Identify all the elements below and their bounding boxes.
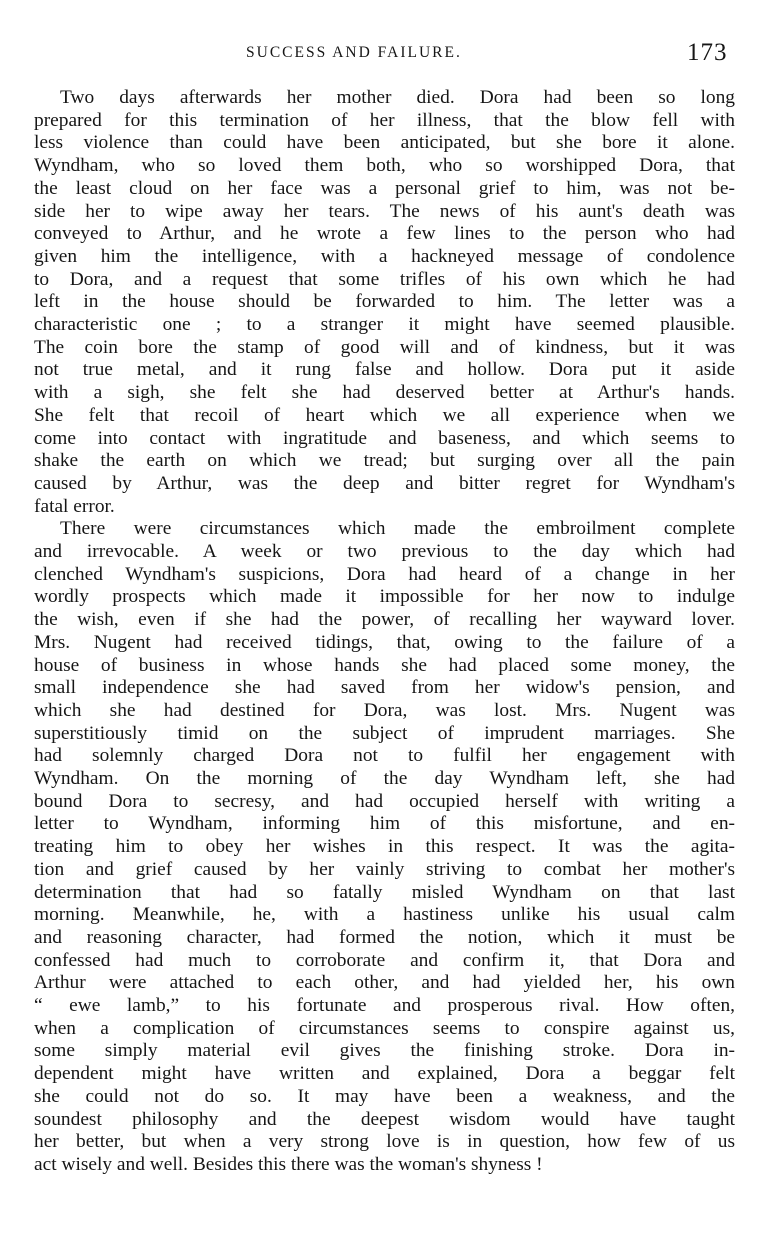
text-line: when a complication of circumstances seems to conspire against us, [34,1017,735,1039]
text-line: given him the intelligence, with a hackneyed message of condolence [34,245,735,267]
text-line: clenched Wyndham's suspicions, Dora had heard of a change in her [34,563,735,585]
running-head [0,39,784,74]
text-line: conveyed to Arthur, and he wrote a few lines to the person who had [34,223,735,245]
text-line: She felt that recoil of heart which we all experience when we [34,404,735,426]
text-line: side her to wipe away her tears. The news of his aunt's death was [34,200,735,222]
text-line: come into contact with ingratitude and baseness, and which seems to [34,427,735,449]
text-line: less violence than could have been anticipated, but she bore it alone. [34,132,735,154]
text-line: and reasoning character, had formed the notion, which it must be [34,926,735,948]
text-line: Wyndham. On the morning of the day Wyndham left, she had [34,768,735,789]
text-line: act wisely and well. Besides this there was the woman's shyness ! [34,1153,543,1175]
text-line: to Dora, and a request that some trifles of his own which he had [34,268,735,290]
text-line: Arthur were attached to each other, and had yielded her, his own [34,972,735,994]
text-line: dependent might have written and explained, Dora a beggar felt [34,1063,735,1085]
text-line: letter to Wyndham, informing him of this misfortune, and en- [34,813,735,835]
text-line: not true metal, and it rung false and hollow. Dora put it aside [34,359,735,381]
text-line: and irrevocable. A week or two previous to the day which had [34,541,735,562]
text-line: shake the earth on which we tread; but surging over all the pain [34,450,735,472]
text-line: treating him to obey her wishes in this respect. It was the agita- [34,836,735,858]
text-line: confessed had much to corroborate and confirm it, that Dora and [34,949,735,971]
text-line: Two days afterwards her mother died. Dora had been so long [60,87,735,108]
text-line: superstitiously timid on the subject of imprudent marriages. She [34,722,735,744]
text-line: left in the house should be forwarded to him. The letter was a [34,291,735,313]
text-line: some simply material evil gives the finishing stroke. Dora in- [34,1040,735,1062]
text-line: There were circumstances which made the embroilment complete [60,518,735,540]
text-line: caused by Arthur, was the deep and bitter regret for Wyndham's [34,472,735,494]
text-line: characteristic one ; to a stranger it might have seemed plausible. [34,314,735,335]
text-line: her better, but when a very strong love is in question, how few of us [34,1131,735,1153]
text-line: morning. Meanwhile, he, with a hastiness unlike his usual calm [34,904,735,926]
text-line: Mrs. Nugent had received tidings, that, owing to the failure of a [34,631,735,653]
text-line: soundest philosophy and the deepest wisdom would have taught [34,1108,735,1130]
chapter-title: SUCCESS AND FAILURE. [246,44,462,61]
text-line: the wish, even if she had the power, of recalling her wayward lover. [34,609,735,631]
text-line: tion and grief caused by her vainly striving to combat her mother's [34,858,735,880]
text-line: determination that had so fatally misled Wyndham on that last [34,881,735,903]
text-line: Wyndham, who so loved them both, who so worshipped Dora, that [34,155,735,177]
text-line: prepared for this termination of her illness, that the blow fell with [34,109,735,131]
text-line: which she had destined for Dora, was lost. Mrs. Nugent was [34,699,735,721]
text-line: wordly prospects which made it impossible for her now to indulge [34,586,735,608]
text-line: The coin bore the stamp of good will and of kindness, but it was [34,336,735,358]
text-line: house of business in whose hands she had placed some money, the [34,654,735,676]
text-line: “ ewe lamb,” to his fortunate and prosperous rival. How often, [34,995,735,1016]
page-number: 173 [687,39,728,66]
text-line: fatal error. [34,495,115,517]
text-line: with a sigh, she felt she had deserved better at Arthur's hands. [34,382,735,404]
text-line: small independence she had saved from her widow's pension, and [34,677,735,699]
text-line: she could not do so. It may have been a weakness, and the [34,1085,735,1107]
text-line: bound Dora to secresy, and had occupied herself with writing a [34,790,735,812]
text-line: had solemnly charged Dora not to fulfil her engagement with [34,745,735,767]
text-line: the least cloud on her face was a personal grief to him, was not be- [34,177,735,199]
